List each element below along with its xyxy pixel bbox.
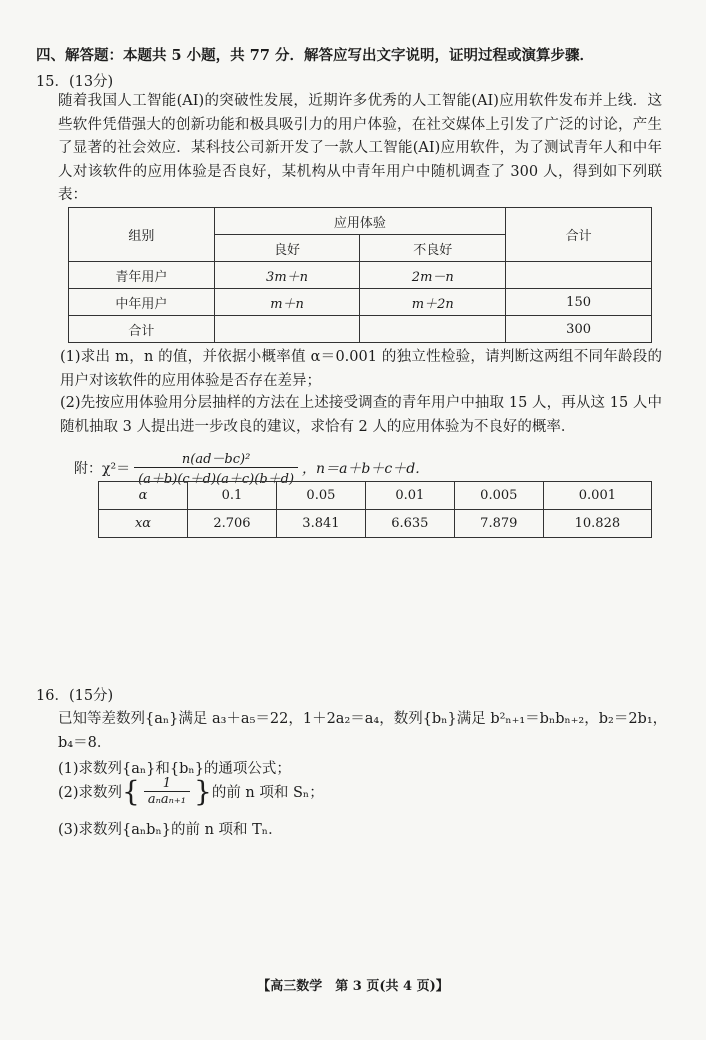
question-15-number: 15．(13分) xyxy=(36,74,114,90)
header-bad: 不良好 xyxy=(360,235,506,262)
section-header: 四、解答题：本题共 5 小题，共 77 分．解答应写出文字说明，证明过程或演算步骤． xyxy=(36,47,594,64)
header-total: 合计 xyxy=(506,208,652,262)
alpha-value: 0.1 xyxy=(188,482,277,510)
alpha-value: 0.001 xyxy=(543,482,651,510)
formula-denominator: (a＋b)(c＋d)(a＋c)(b＋d) xyxy=(134,467,298,487)
cell-good: m＋n xyxy=(214,289,360,316)
cell-total xyxy=(506,262,652,289)
part2-fraction-denominator: aₙaₙ₊₁ xyxy=(144,791,190,807)
alpha-value: 0.01 xyxy=(365,482,454,510)
table-row xyxy=(69,316,652,343)
critical-value-table xyxy=(98,481,652,538)
question-16-stem-line1: 已知等差数列{aₙ}满足 a₃＋a₅＝22，1＋2a₂＝a₄，数列{bₙ}满足 b²ₙ₊₁＝bₙbₙ₊₂，b₂＝2b₁， xyxy=(58,711,668,727)
alpha-value: 0.05 xyxy=(276,482,365,510)
x-alpha-label: xα xyxy=(99,510,188,538)
contingency-table xyxy=(68,207,652,343)
cell-bad: m＋2n xyxy=(360,289,506,316)
question-15-intro: 随着我国人工智能(AI)的突破性发展，近期许多优秀的人工智能(AI)应用软件发布并上线．这些软件凭借强大的创新功能和极具吸引力的用户体验，在社交媒体上引发了广泛的讨论，产生了显著的社会效应．某科技公司新开发了一款人工智能(AI)应用软件，为了测试青年人和中年人对该软件的应用体验是否良好，某机构从中青年用户中随机调查了 300 人，得到如下列联表： xyxy=(58,93,662,203)
question-16-number: 16．(15分) xyxy=(36,688,114,704)
x-value: 2.706 xyxy=(188,510,277,538)
cell-total: 300 xyxy=(506,316,652,343)
question-16-stem-line2: b₄＝8． xyxy=(58,735,112,751)
part2-suffix: 的前 n 项和 Sₙ； xyxy=(211,785,324,801)
table-row xyxy=(69,289,652,316)
question-16-part2 xyxy=(58,776,324,807)
question-15-part1: (1)求出 m，n 的值，并依据小概率值 α＝0.001 的独立性检验，请判断这两组不同年龄段的用户对该软件的应用体验是否存在差异； xyxy=(60,349,662,389)
cell-total: 150 xyxy=(506,289,652,316)
table-row xyxy=(69,262,652,289)
row-label: 青年用户 xyxy=(69,262,215,289)
cell-good xyxy=(214,316,360,343)
left-brace: { xyxy=(122,774,140,808)
cell-bad xyxy=(360,316,506,343)
cell-bad: 2m－n xyxy=(360,262,506,289)
cell-good: 3m＋n xyxy=(214,262,360,289)
formula-suffix: ，n＝a＋b＋c＋d． xyxy=(302,460,430,477)
question-15-part2: (2)先按应用体验用分层抽样的方法在上述接受调查的青年用户中抽取 15 人，再从这 15 人中随机抽取 3 人提出进一步改良的建议，求恰有 2 人的应用体验为不良好的概率． xyxy=(60,395,662,435)
x-value: 3.841 xyxy=(276,510,365,538)
part2-fraction-numerator: 1 xyxy=(162,776,172,791)
row-label: 中年用户 xyxy=(69,289,215,316)
formula-numerator: n(ad－bc)² xyxy=(181,452,251,467)
table-row xyxy=(99,482,652,510)
question-16-part1: (1)求数列{aₙ}和{bₙ}的通项公式； xyxy=(58,761,291,777)
x-value: 6.635 xyxy=(365,510,454,538)
page-footer: 【高三数学 第 3 页(共 4 页)】 xyxy=(257,979,449,994)
row-label: 合计 xyxy=(69,316,215,343)
question-16-part3: (3)求数列{aₙbₙ}的前 n 项和 Tₙ． xyxy=(58,822,283,838)
alpha-value: 0.005 xyxy=(454,482,543,510)
x-value: 10.828 xyxy=(543,510,651,538)
x-value: 7.879 xyxy=(454,510,543,538)
alpha-label: α xyxy=(99,482,188,510)
formula-prefix: 附：χ²＝ xyxy=(74,460,131,477)
header-experience: 应用体验 xyxy=(214,208,506,235)
header-good: 良好 xyxy=(214,235,360,262)
header-group: 组别 xyxy=(69,208,215,262)
right-brace: } xyxy=(194,774,212,808)
table-row xyxy=(99,510,652,538)
part2-prefix: (2)求数列 xyxy=(58,785,123,801)
